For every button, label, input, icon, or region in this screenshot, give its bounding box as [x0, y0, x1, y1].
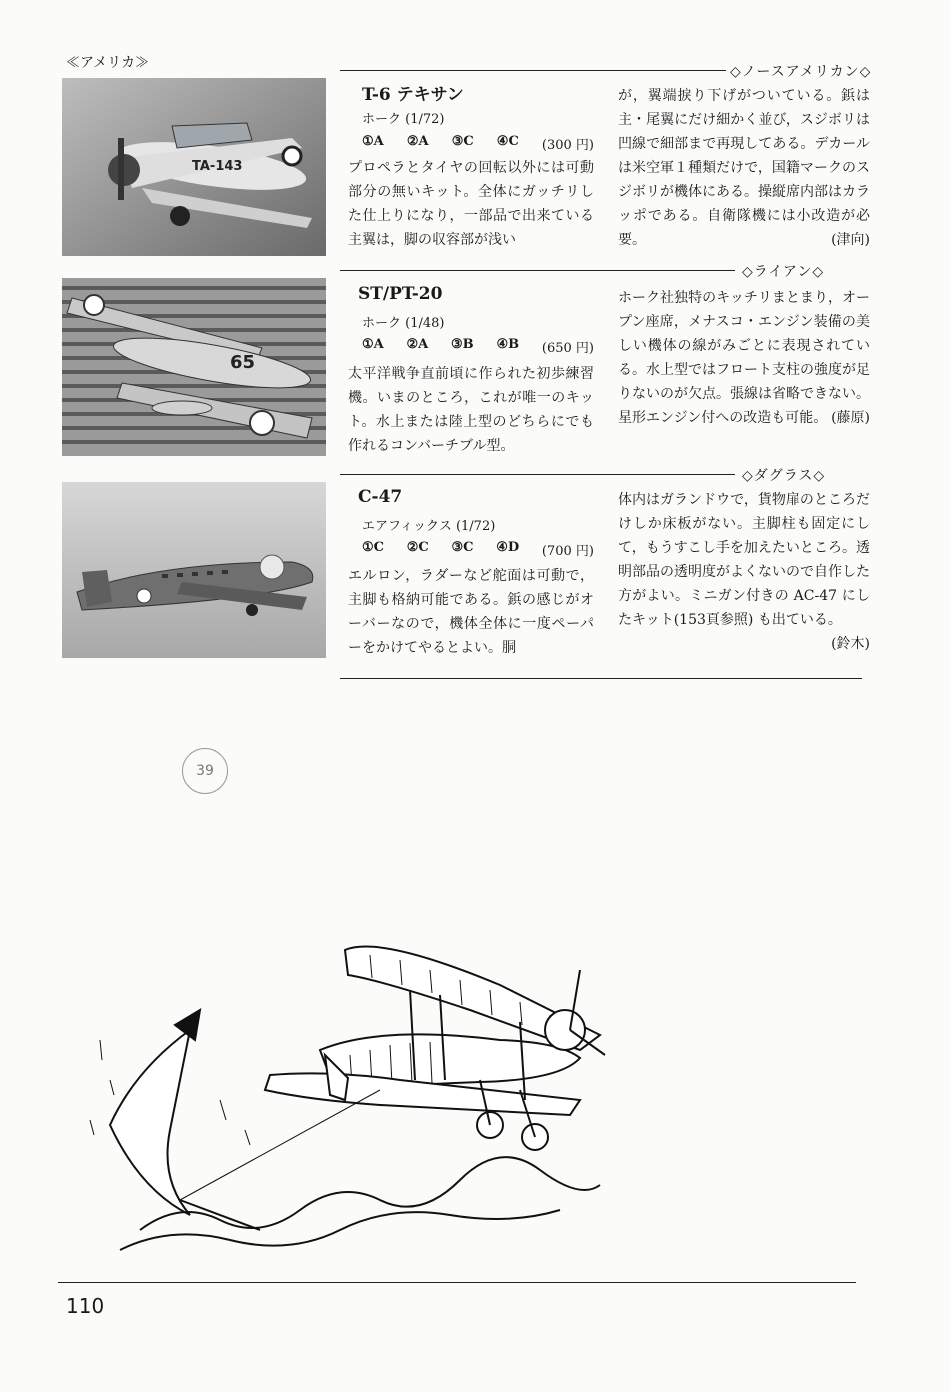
rating-1: ①C: [362, 540, 385, 555]
c47-body-col2-text: 体内はガランドウで，貨物扉のところだけしか床板がない。主脚柱も固定にして，もうすこし手を加えたいところ。透明部品の透明度がよくないので自作した方がよい。ミニガン付きの AC-47 にしたキット(153頁参照) も出ている。: [618, 492, 870, 628]
rating-2: ②A: [406, 134, 429, 149]
t6-body-col1: プロペラとタイヤの回転以外には可動部分の無いキット。全体にガッチリした仕上りになり，一部品で出来ている主翼は，脚の収容部が浅い: [348, 160, 594, 248]
rating-2: ②C: [406, 540, 429, 555]
publisher-t6: ホーク (1/72): [362, 112, 445, 127]
rating-2: ②A: [406, 337, 429, 352]
title-t6-texan: T-6 テキサン: [362, 85, 464, 105]
rating-4: ④D: [496, 540, 520, 555]
illustration-biplane-swordfish: [80, 930, 640, 1260]
rating-3: ③C: [451, 134, 474, 149]
pt20-fuselage-marking: 65: [230, 352, 256, 373]
publisher-pt20: ホーク (1/48): [362, 316, 445, 331]
t6-body-col2: [618, 84, 870, 252]
footer-rule: [58, 1282, 856, 1283]
maker-ryan: ◇ライアン◇: [738, 261, 824, 281]
c47-author: (鈴木): [831, 636, 870, 652]
ratings-c47: [362, 540, 594, 559]
price-c47: (700 円): [541, 544, 594, 559]
title-c47: C-47: [358, 487, 403, 507]
publisher-c47: エアフィックス (1/72): [362, 519, 496, 534]
handwritten-stamp: 39: [182, 748, 228, 794]
pt20-body-col2: [618, 286, 870, 430]
rating-3: ③B: [451, 337, 474, 352]
ratings-pt20: [362, 337, 594, 356]
rating-3: ③C: [451, 540, 474, 555]
photo-c47: [62, 482, 326, 658]
entry-1-rule: [340, 70, 735, 71]
rating-4: ④B: [496, 337, 520, 352]
title-st-pt20: ST/PT-20: [358, 284, 443, 304]
ratings-t6: [362, 134, 594, 153]
pt20-author: (藤原): [831, 410, 870, 426]
entry-2-rule: [340, 270, 735, 271]
maker-north-american: ◇ノースアメリカン◇: [726, 61, 871, 81]
t6-body-col2-text: が，翼端捩り下げがついている。鋲は主・尾翼にだけ細かく並び，スジボリは凹線で細部まで再現してある。デカールは米空軍１種類だけで，国籍マークのスジボリが機体にある。操縦席内部はカラッポである。自衛隊機には小改造が必要。: [618, 88, 870, 248]
price-pt20: (650 円): [541, 341, 594, 356]
bottom-rule: [340, 678, 862, 679]
entry-3-rule: [340, 474, 735, 475]
photo-t6-texan: [62, 78, 326, 256]
pt20-body-col1: 太平洋戦争直前頃に作られた初歩練習機。いまのところ，これが唯一のキット。水上または陸上型のどちらにでも作れるコンバーチブル型。: [348, 366, 594, 454]
maker-douglas: ◇ダグラス◇: [738, 465, 825, 485]
rating-1: ①A: [362, 337, 384, 352]
rating-1: ①A: [362, 134, 384, 149]
rating-4: ④C: [496, 134, 519, 149]
c47-body-col1: エルロン，ラダーなど舵面は可動で，主脚も格納可能である。鋲の感じがオーバーなので，機体全体に一度ペーパーをかけてやるとよい。胴: [348, 568, 594, 656]
pt20-body-col2-text: ホーク社独特のキッチリまとまり，オープン座席，メナスコ・エンジン装備の美しい機体の線がみごとに表現されている。水上型ではフロート支柱の強度が足りないのが欠点。張線は省略できない。星形エンジン付への改造も可能。: [618, 290, 870, 426]
t6-author: (津向): [831, 232, 870, 248]
photo-st-pt20: [62, 278, 326, 456]
t6-fuselage-marking: TA-143: [192, 159, 243, 174]
c47-body-col2: [618, 488, 870, 656]
page-number: 110: [66, 1294, 105, 1318]
price-t6: (300 円): [541, 138, 594, 153]
section-label: ≪アメリカ≫: [66, 55, 150, 71]
